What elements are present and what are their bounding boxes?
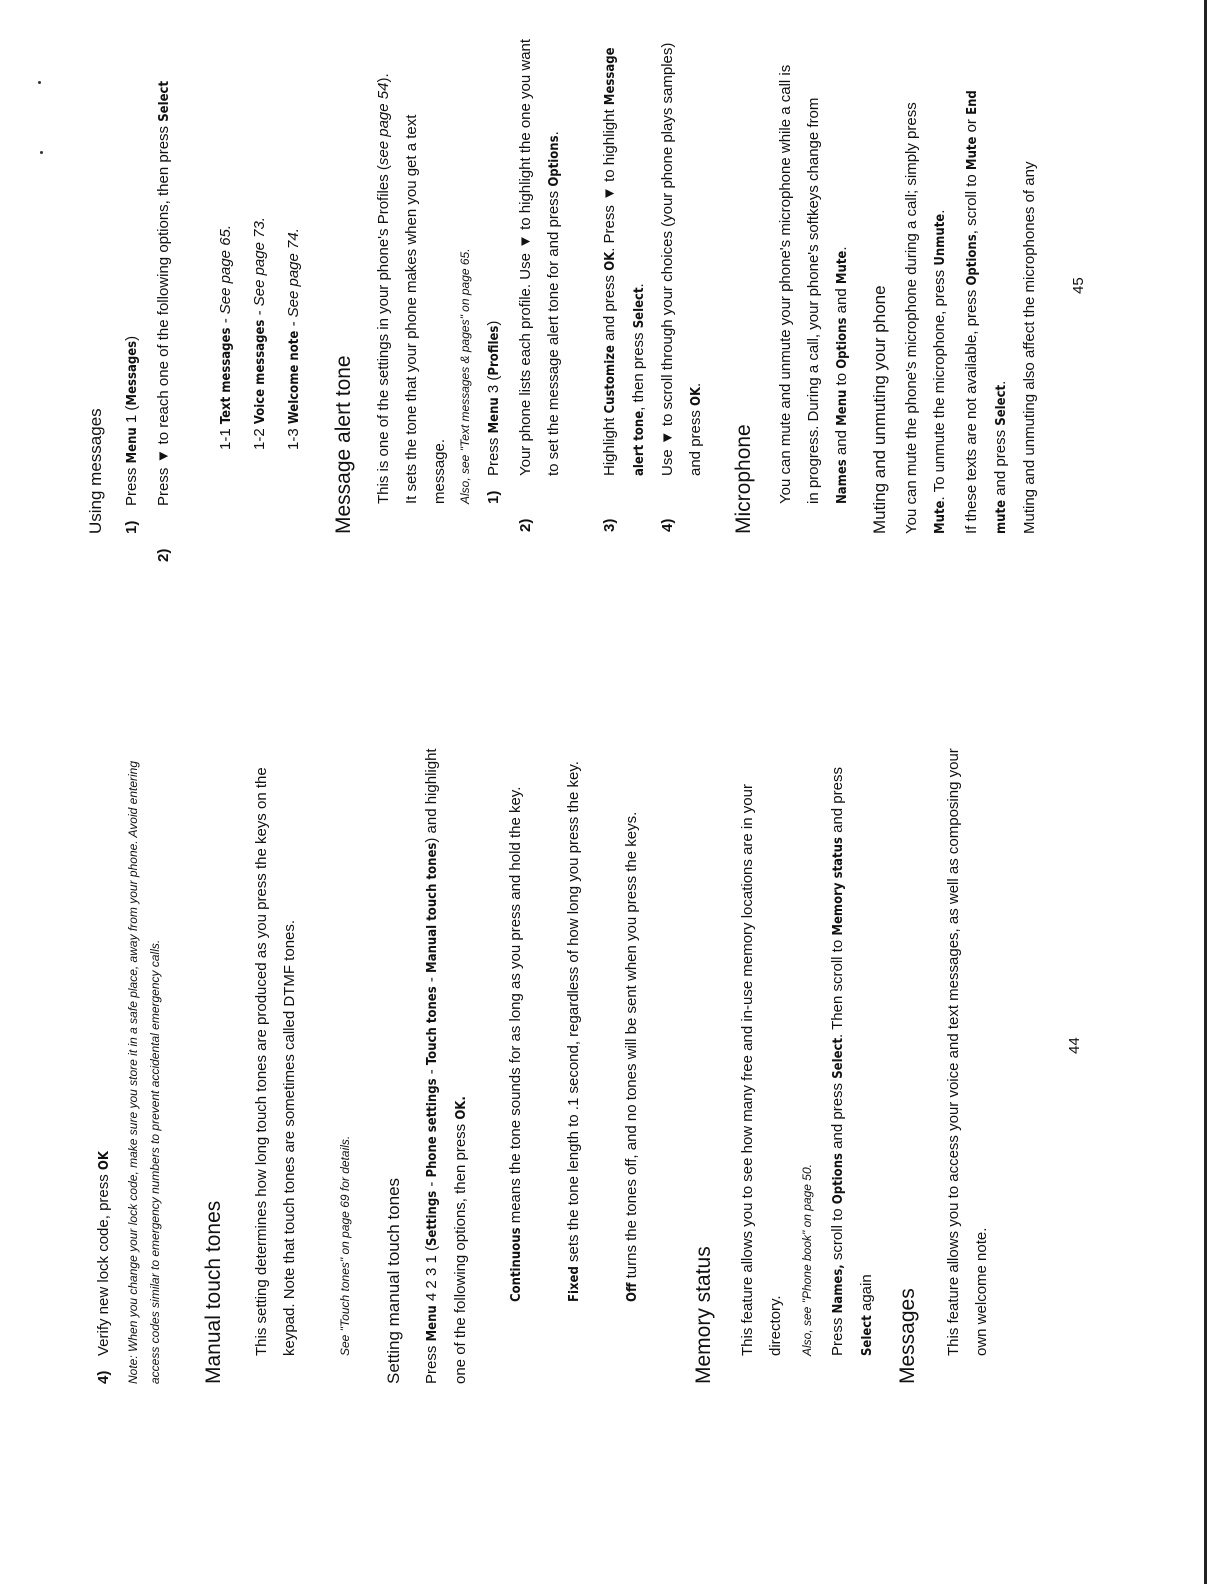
option-voice-messages: 1-2 Voice messages - See page 73. [251,217,268,450]
option-text-messages: 1-1 Text messages - See page 65. [217,224,234,450]
heading-setting-manual-touch-tones: Setting manual touch tones [384,1177,403,1384]
heading-microphone: Microphone [732,424,755,534]
microphone-paragraph: You can mute and unmute your phone's microphone while a call is in progress. During a call, your phone's softkeys change from Names and Menu to Options and Mute. [777,64,850,504]
muting-microphones: Muting and unmuting also affect the microphones of any [1021,161,1038,534]
using-step-1: 1)Press Menu 1 (Messages) [123,335,140,534]
option-off: Off turns the tones off, and no tones will be sent when you press the keys. [623,811,640,1302]
messages-paragraph: This feature allows you to access your voice and text messages, as well as composing your own welcome note. [945,748,990,1356]
alert-step-1: 1)Press Menu 3 (Profiles) [485,320,502,504]
alert-see-ref: Also, see "Text messages & pages" on page 65. [458,248,472,504]
manual-see-ref: See "Touch tones" on page 69 for details. [338,1135,352,1356]
step-4: 4)Verify new lock code, press OK [95,1151,112,1384]
muting-alternative: If these texts are not available, press Options, scroll to Mute or End mute and press Select. [963,90,1009,534]
alert-paragraph: This is one of the settings in your phone's Profiles (see page 54). It sets the tone that your phone makes when you get a text message. [375,73,448,504]
scan-edge-line [1204,0,1207,1584]
memory-see-ref: Also, see "Phone book" on page 50. [800,1164,814,1356]
option-fixed: Fixed sets the tone length to .1 second, regardless of how long you press the key. [565,761,582,1302]
setting-paragraph: Press Menu 4 2 3 1 (Settings - Phone settings - Touch tones - Manual touch tones) and highlight one of the following options, then press OK. [423,748,469,1384]
page-44 [0,684,1224,1384]
memory-paragraph: This feature allows you to see how many free and in-use memory locations are in your directory. [739,784,784,1356]
muting-paragraph: You can mute the phone's microphone during a call; simply press Mute. To unmute the microphone, press Unmute. [903,102,948,534]
alert-step-4: 4)Use ▼ to scroll through your choices (your phone plays samples) and press OK. [659,42,704,532]
heading-messages: Messages [896,1288,919,1384]
option-continuous: Continuous means the tone sounds for as long as you press and hold the key. [507,786,524,1302]
heading-manual-touch-tones: Manual touch tones [202,1200,225,1384]
scan-speck [40,151,43,154]
page-number-45: 45 [1070,277,1087,294]
alert-step-3: 3)Highlight Customize and press OK. Press ▼ to highlight Message alert tone, then press Select. [601,47,647,532]
option-welcome-note: 1-3 Welcome note - See page 74. [285,228,302,450]
scan-speck [38,81,41,84]
heading-using-messages: Using messages [86,408,105,534]
heading-message-alert-tone: Message alert tone [332,355,355,534]
page-45 [0,38,1224,562]
page-number-44: 44 [1066,1037,1083,1054]
lock-code-note: Note: When you change your lock code, make sure you store it in a safe place, away from your phone. Avoid entering access codes similar to emergency numbers to prevent accidental emergency calls. [126,760,162,1384]
alert-step-2: 2)Your phone lists each profile. Use ▼ to highlight the one you want to set the message alert tone for and press Options. [517,38,562,532]
heading-memory-status: Memory status [692,1246,715,1384]
heading-muting: Muting and unmuting your phone [870,285,889,534]
manual-paragraph: This setting determines how long touch tones are produced as you press the keys on the keypad. Note that touch tones are sometimes called DTMF tones. [253,767,298,1356]
memory-instructions: Press Names, scroll to Options and press Select. Then scroll to Memory status and press Select again [829,767,875,1356]
using-step-2: 2)Press ▼ to reach one of the following options, then press Select [155,80,172,562]
